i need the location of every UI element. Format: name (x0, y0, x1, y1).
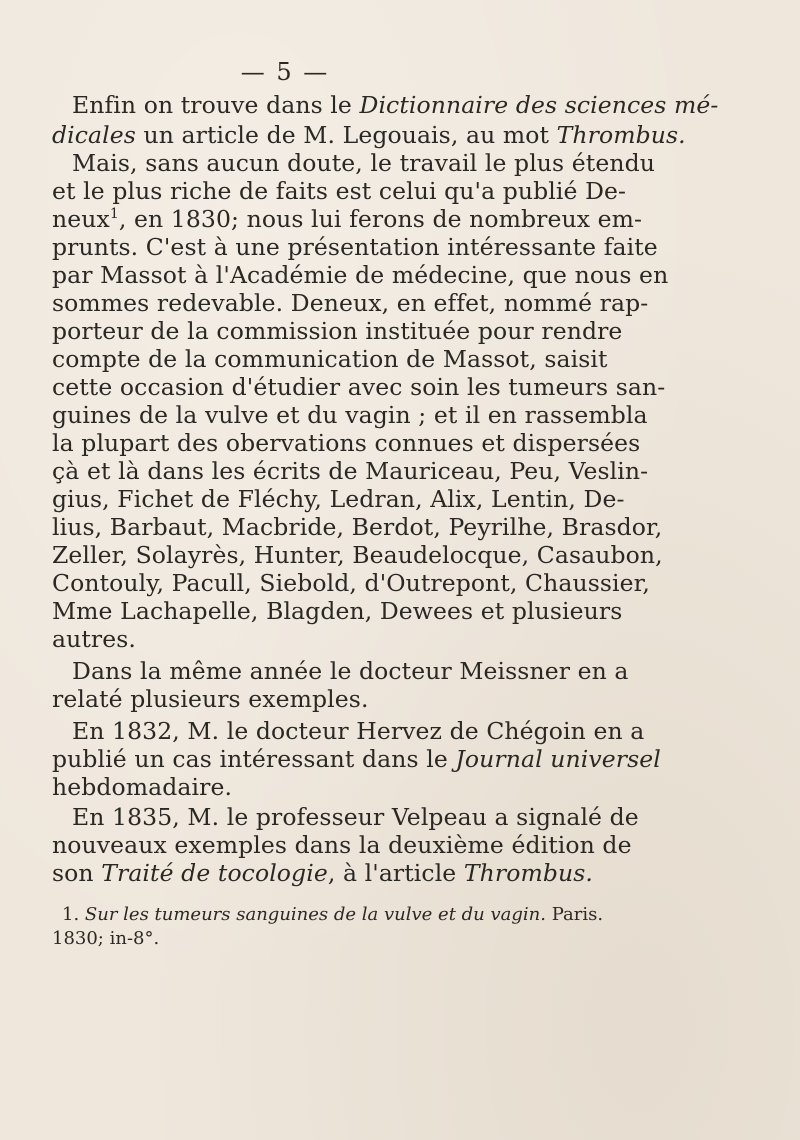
text-line: Mme Lachapelle, Blagden, Dewees et plusieurs (52, 597, 623, 625)
text-line: porteur de la commission instituée pour rendre (52, 317, 623, 345)
text-run: , en 1830; nous lui ferons de nombreux em- (118, 205, 643, 233)
text-line: En 1835, M. le professeur Velpeau a signalé de (72, 803, 639, 831)
text-line: guines de la vulve et du vagin ; et il en rassembla (52, 401, 648, 429)
italic-text-run: dicales (52, 121, 136, 149)
text-line (52, 204, 643, 234)
footnote-line: 1830; in-8°. (52, 928, 160, 949)
text-run: , à l'article (327, 859, 464, 887)
text-line: En 1832, M. le docteur Hervez de Chégoin en a (72, 717, 645, 745)
footnote-number: 1. (62, 904, 80, 925)
footnote-ref: 1 (109, 206, 119, 223)
text-line: Contouly, Pacull, Siebold, d'Outrepont, Chaussier, (52, 569, 650, 597)
text-line: prunts. C'est à une présentation intéressante faite (52, 233, 658, 261)
text-line: Mais, sans aucun doute, le travail le plus étendu (72, 149, 655, 177)
text-line: çà et là dans les écrits de Mauriceau, Peu, Veslin- (52, 457, 649, 485)
text-line (52, 744, 661, 774)
text-line: cette occasion d'étudier avec soin les tumeurs san- (52, 373, 666, 401)
text-line: nouveaux exemples dans la deuxième édition de (52, 831, 632, 859)
text-run: un article de M. Legouais, au mot (135, 121, 557, 149)
text-line: lius, Barbaut, Macbride, Berdot, Peyrilhe, Brasdor, (52, 513, 663, 541)
text-line (72, 90, 719, 120)
italic-text-run: Traité de tocologie (101, 859, 328, 887)
footnote-title: Sur les tumeurs sanguines de la vulve et du vagin. (84, 904, 546, 925)
text-line: gius, Fichet de Fléchy, Ledran, Alix, Lentin, De- (52, 485, 625, 513)
text-run: publié un cas intéressant dans le (52, 745, 456, 773)
text-line: hebdomadaire. (52, 773, 233, 801)
text-line: relaté plusieurs exemples. (52, 685, 369, 713)
footnote (62, 904, 604, 926)
text-line: Zeller, Solayrès, Hunter, Beaudelocque, Casaubon, (52, 541, 663, 569)
text-run: son (52, 859, 102, 887)
text-line: par Massot à l'Académie de médecine, que nous en (52, 261, 669, 289)
text-line: sommes redevable. Deneux, en effet, nommé rap- (52, 289, 649, 317)
footnote-text: Paris. (546, 904, 604, 925)
italic-text-run: Journal universel (455, 745, 661, 773)
text-run: neux (52, 205, 110, 233)
italic-text-run: Dictionnaire des sciences mé- (359, 91, 719, 119)
text-line: Dans la même année le docteur Meissner en a (72, 657, 629, 685)
italic-text-run: Thrombus. (463, 859, 593, 887)
text-line: autres. (52, 625, 136, 653)
text-line (52, 120, 686, 150)
text-line: et le plus riche de faits est celui qu'a publié De- (52, 177, 627, 205)
italic-text-run: Thrombus. (556, 121, 686, 149)
text-line: compte de la communication de Massot, saisit (52, 345, 608, 373)
text-line: la plupart des obervations connues et dispersées (52, 429, 641, 457)
text-run: Enfin on trouve dans le (72, 91, 360, 119)
page-number: — 5 — (240, 58, 330, 86)
text-line (52, 858, 593, 888)
